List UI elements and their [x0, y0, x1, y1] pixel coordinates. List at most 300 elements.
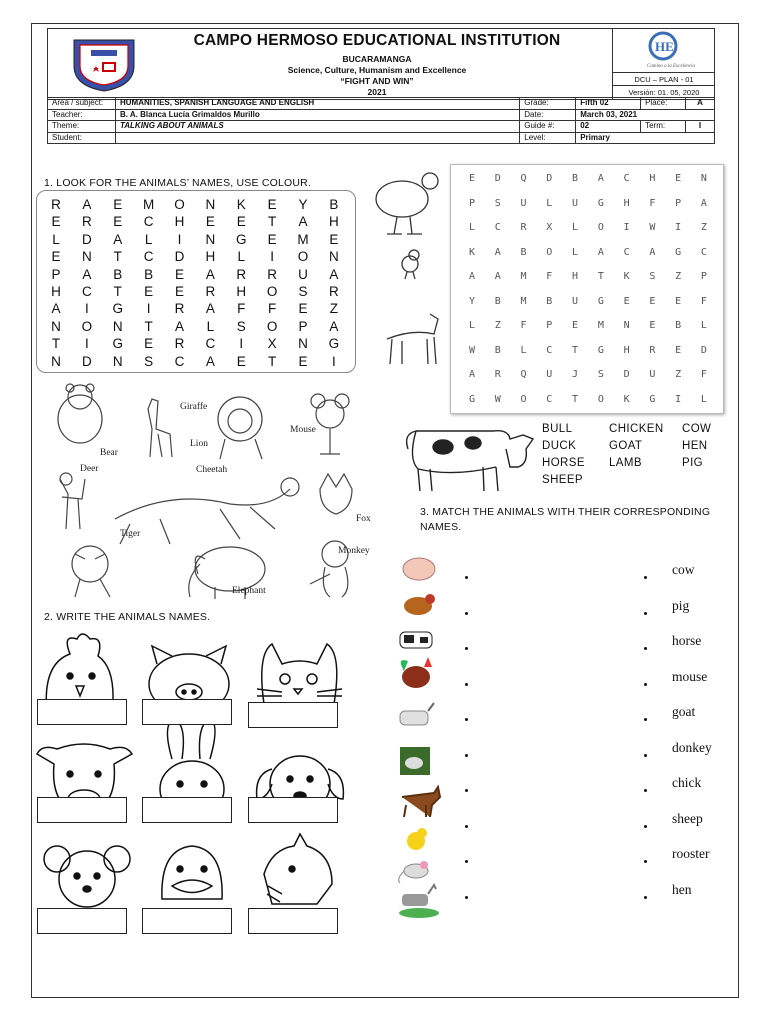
name-box-dog[interactable] [248, 797, 338, 823]
theme-label: Theme: [48, 121, 116, 133]
word-search-2-row [463, 394, 715, 405]
match-dot-right[interactable] [644, 683, 647, 686]
match-dot-right[interactable] [644, 754, 647, 757]
match-dot-right[interactable] [644, 789, 647, 792]
word-search-letter[interactable]: G [597, 197, 606, 209]
word-search-letter[interactable]: G [468, 393, 478, 405]
word-search-letter[interactable]: S [298, 284, 308, 299]
word-search-letter[interactable]: G [597, 344, 606, 356]
info-table [47, 97, 715, 144]
label-mouse: Mouse [290, 425, 316, 435]
word-search-2-row [463, 345, 715, 356]
word-search-letter[interactable]: D [623, 369, 632, 380]
student-label: Student: [48, 132, 116, 144]
word-search-letter[interactable]: A [205, 266, 215, 282]
match-dot-left[interactable] [465, 754, 468, 757]
word-list-item: LAMB [609, 457, 642, 469]
word-search-letter[interactable]: B [144, 266, 154, 282]
word-search-letter[interactable]: M [143, 197, 155, 212]
word-search-letter[interactable]: H [205, 249, 216, 265]
word-search-1-row [45, 354, 345, 369]
word-search-letter[interactable]: A [329, 266, 339, 282]
word-search-letter[interactable]: I [177, 231, 182, 247]
match-word-sheep: sheep [672, 810, 703, 826]
word-search-2-row [463, 271, 715, 282]
word-search-letter[interactable]: C [623, 173, 632, 184]
word-search-letter[interactable]: E [675, 344, 684, 356]
word-search-letter[interactable]: R [649, 344, 658, 356]
word-search-letter[interactable]: O [266, 318, 278, 334]
word-search-letter[interactable]: S [236, 318, 246, 334]
word-search-2-row [463, 320, 715, 331]
word-search-letter[interactable]: T [268, 353, 277, 369]
word-search-letter[interactable]: A [82, 197, 92, 212]
word-search-letter[interactable]: T [113, 249, 122, 265]
word-search-letter[interactable]: E [174, 266, 184, 282]
word-search-letter[interactable]: H [329, 214, 339, 230]
name-box-cow[interactable] [37, 797, 127, 823]
section-3-heading-line2: NAMES. [420, 521, 462, 533]
name-box-pig[interactable] [142, 699, 232, 725]
word-search-letter[interactable]: O [174, 197, 185, 212]
match-dot-left[interactable] [465, 683, 468, 686]
theme-value: TALKING ABOUT ANIMALS [115, 121, 519, 133]
word-search-letter[interactable]: Q [520, 173, 529, 184]
word-list-item: BULL [542, 423, 573, 435]
word-search-letter[interactable]: M [597, 320, 606, 331]
word-search-letter[interactable]: F [520, 320, 529, 331]
word-search-letter[interactable]: N [205, 197, 216, 212]
word-search-letter[interactable]: E [144, 284, 154, 299]
word-search-letter[interactable]: L [468, 320, 478, 331]
match-dot-right[interactable] [644, 825, 647, 828]
word-search-letter[interactable]: A [82, 266, 92, 282]
word-search-letter[interactable]: H [51, 284, 61, 299]
place-value: A [686, 98, 715, 110]
year: 2021 [367, 87, 387, 97]
word-search-letter[interactable]: M [297, 231, 309, 247]
match-word-goat: goat [672, 704, 696, 719]
word-search-letter[interactable]: M [520, 295, 529, 307]
word-search-letter[interactable]: K [236, 197, 246, 212]
word-search-letter[interactable]: R [267, 266, 277, 282]
slogan: “FIGHT AND WIN” [340, 76, 414, 86]
name-box-rabbit[interactable] [142, 797, 232, 823]
word-search-letter[interactable]: R [329, 284, 339, 299]
word-search-letter[interactable]: L [52, 231, 60, 247]
word-search-1-row [45, 232, 345, 247]
name-box-chicken[interactable] [37, 699, 127, 725]
level-value: Primary [576, 132, 715, 144]
word-search-letter[interactable]: O [597, 393, 606, 405]
word-list-item: CHICKEN [609, 423, 664, 435]
word-search-letter[interactable]: W [468, 344, 478, 356]
word-search-letter[interactable]: I [675, 222, 684, 233]
word-search-letter[interactable]: A [597, 173, 606, 184]
motto: Science, Culture, Humanism and Excellence [287, 65, 467, 75]
farm-animals-illustration [372, 169, 447, 369]
match-dot-left[interactable] [465, 825, 468, 828]
word-search-letter[interactable]: G [597, 295, 606, 307]
word-search-letter[interactable]: E [113, 197, 123, 212]
term-value: I [686, 121, 715, 133]
word-search-2-row [463, 247, 715, 258]
word-search-letter[interactable]: A [597, 246, 606, 258]
word-search-letter[interactable]: F [700, 295, 709, 307]
word-search-letter[interactable]: E [649, 295, 658, 307]
match-dot-left[interactable] [465, 576, 468, 579]
word-list-item: HEN [682, 440, 708, 452]
name-box-mouse[interactable] [37, 908, 127, 934]
word-search-letter[interactable]: D [700, 344, 709, 356]
word-search-letter[interactable]: O [266, 284, 278, 299]
word-search-letter[interactable]: E [236, 214, 246, 230]
word-search-letter[interactable]: R [494, 369, 503, 380]
word-search-letter[interactable]: A [205, 353, 215, 369]
word-search-letter[interactable]: U [572, 197, 581, 209]
word-search-letter[interactable]: T [51, 336, 61, 352]
guide-label: Guide #: [520, 121, 576, 133]
document-code: DCU – PLAN - 01 [613, 72, 715, 86]
word-search-letter[interactable]: U [572, 295, 581, 307]
match-dot-right[interactable] [644, 612, 647, 615]
word-search-letter[interactable]: T [268, 214, 277, 230]
word-search-letter[interactable]: R [520, 222, 529, 233]
word-search-letter[interactable]: A [298, 214, 308, 230]
word-search-letter[interactable]: E [298, 301, 308, 317]
word-search-letter[interactable]: T [113, 284, 122, 299]
word-search-letter[interactable]: O [546, 246, 555, 258]
word-search-letter[interactable]: E [174, 284, 184, 299]
che-logo [633, 30, 697, 70]
match-dot-left[interactable] [465, 718, 468, 721]
word-search-letter[interactable]: G [649, 393, 658, 405]
word-search-letter[interactable]: A [51, 301, 61, 317]
word-search-letter[interactable]: G [112, 336, 123, 352]
word-search-letter[interactable]: R [205, 284, 216, 299]
word-search-letter[interactable]: C [174, 353, 185, 369]
term-label: Term: [641, 121, 686, 133]
word-search-letter[interactable]: B [572, 173, 581, 184]
match-dot-left[interactable] [465, 789, 468, 792]
word-search-letter[interactable]: G [675, 246, 684, 258]
word-search-letter[interactable]: T [572, 393, 581, 405]
word-search-letter[interactable]: O [297, 249, 309, 265]
area-label: Area / subject: [48, 98, 116, 110]
word-search-letter[interactable]: L [206, 318, 215, 334]
word-search-letter[interactable]: F [546, 271, 555, 282]
word-search-letter[interactable]: A [494, 246, 503, 258]
word-search-letter[interactable]: B [329, 197, 339, 212]
word-list-item: PIG [682, 457, 704, 469]
area-value: HUMANITIES, SPANISH LANGUAGE AND ENGLISH [115, 98, 519, 110]
match-dot-right[interactable] [644, 576, 647, 579]
word-search-letter[interactable]: E [649, 320, 658, 331]
header-right-cell [612, 28, 715, 100]
word-search-letter[interactable]: D [82, 231, 92, 247]
word-search-letter[interactable]: E [675, 295, 684, 307]
city: BUCARAMANGA [342, 54, 412, 64]
word-search-letter[interactable]: A [329, 318, 339, 334]
label-fox: Fox [356, 514, 371, 524]
word-search-letter[interactable]: B [546, 295, 555, 307]
word-search-letter[interactable]: N [298, 336, 308, 352]
word-search-letter[interactable]: A [494, 271, 503, 282]
word-search-1-row [45, 319, 345, 334]
word-search-letter[interactable]: I [270, 249, 274, 265]
word-search-letter[interactable]: R [236, 266, 247, 282]
word-search-letter[interactable]: E [267, 197, 277, 212]
word-search-letter[interactable]: H [174, 214, 185, 230]
word-search-letter[interactable]: E [329, 231, 339, 247]
match-word-chick: chick [672, 775, 702, 790]
word-search-letter[interactable]: A [468, 271, 478, 282]
word-list-item: GOAT [609, 440, 643, 452]
word-search-letter[interactable]: C [205, 336, 216, 352]
word-search-letter[interactable]: O [81, 318, 93, 334]
word-search-letter[interactable]: I [84, 336, 89, 352]
word-search-letter[interactable]: B [494, 295, 503, 307]
word-search-2-row [463, 198, 715, 209]
word-search-letter[interactable]: E [675, 173, 684, 184]
school-crest-logo [69, 36, 139, 92]
match-dot-left[interactable] [465, 647, 468, 650]
word-search-letter[interactable]: S [494, 197, 503, 209]
word-search-letter[interactable]: C [494, 222, 503, 233]
word-search-letter[interactable]: S [597, 369, 606, 380]
match-dot-right[interactable] [644, 647, 647, 650]
word-search-letter[interactable]: U [298, 266, 308, 282]
word-search-2-row [463, 296, 715, 307]
word-search-letter[interactable]: G [235, 231, 247, 247]
word-search-letter[interactable]: A [113, 231, 123, 247]
word-search-letter[interactable]: E [236, 353, 246, 369]
word-search-letter[interactable]: D [546, 173, 555, 184]
word-search-letter[interactable]: C [700, 246, 709, 258]
school-name: CAMPO HERMOSO EDUCATIONAL INSTITUTION [193, 32, 561, 49]
word-search-letter[interactable]: B [675, 320, 684, 331]
label-deer: Deer [80, 464, 99, 474]
word-search-letter[interactable]: W [494, 393, 503, 405]
word-search-letter[interactable]: I [331, 353, 336, 369]
word-search-letter[interactable]: S [649, 271, 658, 282]
word-search-2-row [463, 369, 715, 380]
word-search-letter[interactable]: P [468, 197, 478, 209]
word-search-1-row [45, 284, 345, 299]
word-search-letter[interactable]: C [623, 246, 632, 258]
word-search-letter[interactable]: P [675, 197, 684, 209]
student-field[interactable] [115, 132, 519, 144]
word-search-letter[interactable]: N [623, 320, 632, 331]
word-search-letter[interactable]: C [546, 344, 555, 356]
word-search-letter[interactable]: H [623, 197, 632, 209]
word-search-letter[interactable]: F [237, 301, 246, 317]
word-search-letter[interactable]: E [51, 249, 61, 265]
word-search-letter[interactable]: A [174, 318, 184, 334]
word-search-letter[interactable]: N [700, 173, 709, 184]
teacher-value: B. A. Blanca Lucía Grimaldos Murillo [115, 109, 519, 121]
word-search-letter[interactable]: L [468, 222, 478, 233]
name-box-horse[interactable] [248, 908, 338, 934]
word-search-1-row [45, 267, 345, 282]
word-search-letter[interactable]: F [649, 197, 658, 209]
word-list-item: SHEEP [542, 474, 583, 486]
word-search-letter[interactable]: P [700, 271, 709, 282]
word-search-letter[interactable]: L [546, 197, 555, 209]
word-search-letter[interactable]: H [649, 173, 658, 184]
match-dot-right[interactable] [644, 860, 647, 863]
word-search-letter[interactable]: P [546, 320, 555, 331]
word-search-letter[interactable]: I [84, 301, 89, 317]
section-2-heading: 2. WRITE THE ANIMALS NAMES. [44, 611, 211, 623]
word-search-letter[interactable]: L [572, 222, 581, 233]
word-search-letter[interactable]: R [174, 336, 185, 352]
word-list-item: HORSE [542, 457, 585, 469]
word-search-letter[interactable]: Q [520, 369, 529, 380]
word-search-letter[interactable]: A [649, 246, 658, 258]
word-search-letter[interactable]: A [468, 369, 478, 380]
match-dot-right[interactable] [644, 718, 647, 721]
word-search-letter[interactable]: L [700, 320, 709, 331]
match-word-rooster: rooster [672, 846, 710, 861]
word-search-letter[interactable]: O [597, 222, 606, 233]
word-search-letter[interactable]: Y [468, 295, 478, 307]
word-search-letter[interactable]: N [329, 249, 339, 265]
word-search-letter[interactable]: K [468, 246, 478, 258]
word-search-letter[interactable]: E [51, 214, 61, 230]
word-search-letter[interactable]: N [51, 318, 61, 334]
word-search-letter[interactable]: R [174, 301, 185, 317]
word-search-letter[interactable]: N [112, 353, 123, 369]
word-search-letter[interactable]: D [494, 173, 503, 184]
word-search-letter[interactable]: B [494, 344, 503, 356]
word-search-letter[interactable]: I [239, 336, 244, 352]
word-search-letter[interactable]: I [675, 393, 684, 405]
word-search-letter[interactable]: Z [675, 369, 684, 380]
word-search-letter[interactable]: X [267, 336, 277, 352]
match-dot-left[interactable] [465, 612, 468, 615]
word-search-letter[interactable]: J [572, 369, 581, 380]
date-label: Date: [520, 109, 576, 121]
word-search-letter[interactable]: X [546, 222, 555, 233]
word-search-letter[interactable]: Z [675, 271, 684, 282]
word-search-2-row [463, 173, 715, 184]
word-search-letter[interactable]: P [51, 266, 61, 282]
word-search-letter[interactable]: T [572, 344, 581, 356]
word-search-letter[interactable]: N [205, 231, 216, 247]
word-search-letter[interactable]: H [623, 344, 632, 356]
word-list-item: DUCK [542, 440, 577, 452]
grade-label: Grade: [520, 98, 576, 110]
word-search-letter[interactable]: A [205, 301, 215, 317]
word-search-letter[interactable]: T [144, 318, 153, 334]
word-search-letter[interactable]: E [144, 336, 154, 352]
word-search-letter[interactable]: R [82, 214, 92, 230]
word-search-letter[interactable]: I [623, 222, 632, 233]
word-search-letter[interactable]: A [700, 197, 709, 209]
word-search-1-row [45, 301, 345, 316]
word-search-letter[interactable]: E [572, 320, 581, 331]
word-search-letter[interactable]: Y [298, 197, 308, 212]
word-search-letter[interactable]: N [82, 249, 92, 265]
label-lion: Lion [190, 439, 208, 449]
word-search-letter[interactable]: G [112, 301, 123, 317]
word-search-letter[interactable]: W [649, 222, 658, 233]
word-search-1-row [45, 197, 345, 212]
match-dot-left[interactable] [465, 860, 468, 863]
word-search-letter[interactable]: K [623, 271, 632, 282]
word-search-letter[interactable]: D [174, 249, 185, 265]
word-search-letter[interactable]: N [112, 318, 123, 334]
word-search-letter[interactable]: L [237, 249, 245, 265]
word-search-letter[interactable]: D [82, 353, 92, 369]
word-search-letter[interactable]: T [597, 271, 606, 282]
word-search-letter[interactable]: U [649, 369, 658, 380]
word-search-letter[interactable]: E [468, 173, 478, 184]
word-search-letter[interactable]: N [51, 353, 61, 369]
word-search-letter[interactable]: Z [329, 301, 338, 317]
word-search-letter[interactable]: B [113, 266, 123, 282]
word-search-letter[interactable]: L [520, 344, 529, 356]
match-word-cow: cow [672, 562, 695, 577]
word-search-letter[interactable]: Z [700, 222, 709, 233]
word-search-letter[interactable]: E [113, 214, 123, 230]
word-search-letter[interactable]: S [144, 353, 154, 369]
match-word-pig: pig [672, 597, 690, 613]
word-search-letter[interactable]: I [146, 301, 151, 317]
name-box-duck[interactable] [142, 908, 232, 934]
word-search-letter[interactable]: B [520, 246, 529, 258]
name-box-cat[interactable] [248, 702, 338, 728]
word-search-letter[interactable]: R [51, 197, 61, 212]
word-search-letter[interactable]: K [623, 393, 632, 405]
word-search-letter[interactable]: G [328, 336, 340, 352]
word-search-letter[interactable]: O [520, 393, 529, 405]
word-search-letter[interactable]: C [82, 284, 92, 299]
match-animal-pictures [394, 549, 444, 919]
word-search-letter[interactable]: E [623, 295, 632, 307]
word-search-letter[interactable]: Z [494, 320, 503, 331]
word-search-letter[interactable]: L [572, 246, 581, 258]
word-list-item: COW [682, 423, 712, 435]
word-search-1 [36, 190, 356, 373]
match-dot-right[interactable] [644, 896, 647, 899]
word-search-letter[interactable]: U [520, 197, 529, 209]
word-search-letter[interactable]: F [268, 301, 277, 317]
word-search-letter[interactable]: E [205, 214, 215, 230]
word-search-letter[interactable]: U [546, 369, 555, 380]
word-search-letter[interactable]: C [546, 393, 555, 405]
word-search-letter[interactable]: F [700, 369, 709, 380]
wild-animals-illustration [40, 379, 380, 599]
word-search-letter[interactable]: E [267, 231, 277, 247]
word-search-letter[interactable]: E [298, 353, 308, 369]
word-search-letter[interactable]: L [700, 393, 709, 405]
word-search-letter[interactable]: H [572, 271, 581, 282]
word-search-letter[interactable]: H [236, 284, 247, 299]
word-search-letter[interactable]: P [298, 318, 308, 334]
label-monkey: Monkey [338, 546, 370, 556]
word-search-letter[interactable]: C [143, 214, 154, 230]
match-dot-left[interactable] [465, 896, 468, 899]
section-3-heading-line1: 3. MATCH THE ANIMALS WITH THEIR CORRESPONDING [420, 506, 711, 518]
document-version: Versión: 01. 05, 2020 [613, 85, 715, 100]
word-search-letter[interactable]: C [143, 249, 154, 265]
word-search-letter[interactable]: M [520, 271, 529, 282]
word-search-1-row [45, 336, 345, 351]
word-search-letter[interactable]: L [144, 231, 153, 247]
guide-value: 02 [576, 121, 641, 133]
